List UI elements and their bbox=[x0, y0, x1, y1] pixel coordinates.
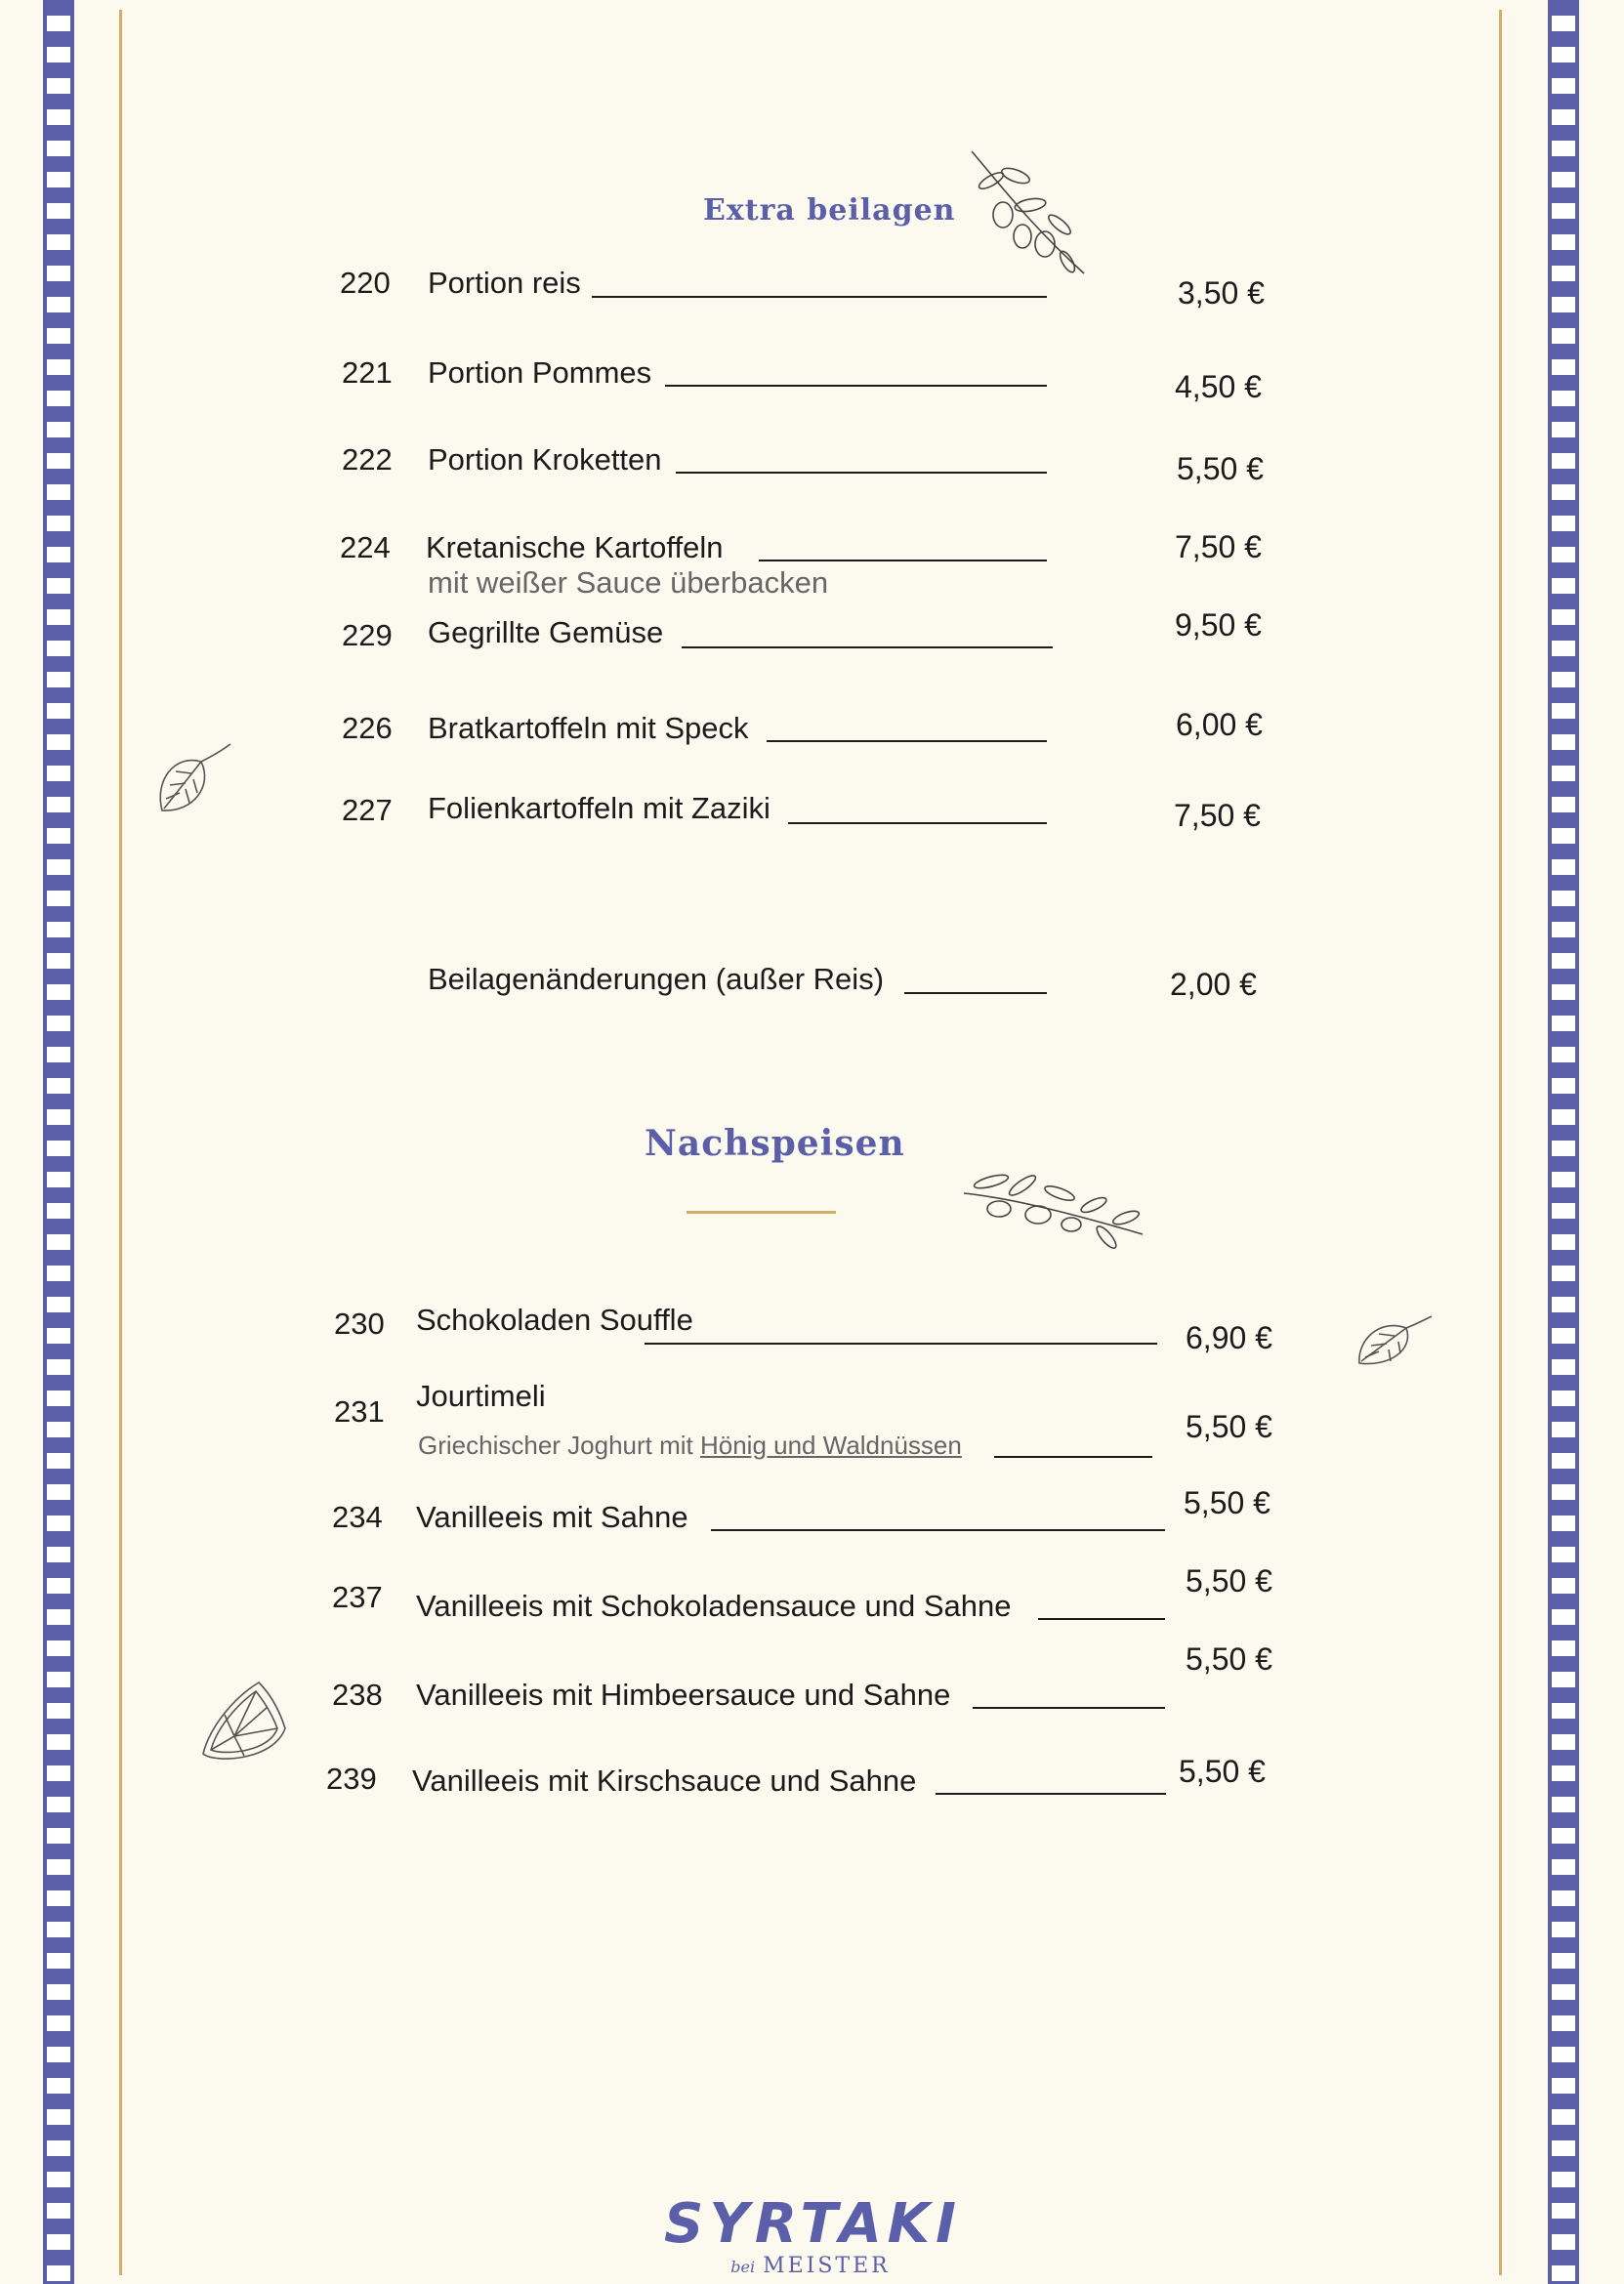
item-description bbox=[418, 1431, 962, 1461]
item-number: 224 bbox=[340, 530, 391, 564]
item-number: 234 bbox=[332, 1500, 383, 1534]
item-name: Folienkartoffeln mit Zaziki bbox=[428, 791, 770, 825]
leader-line bbox=[645, 1343, 1157, 1345]
extra-beilagen-heading: Extra beilagen bbox=[703, 193, 956, 228]
item-price: 5,50 € bbox=[1177, 451, 1264, 486]
leader-line bbox=[592, 296, 1047, 298]
item-price: 4,50 € bbox=[1175, 369, 1262, 404]
item-number: 239 bbox=[326, 1762, 377, 1796]
leader-line bbox=[676, 472, 1047, 474]
item-price: 7,50 € bbox=[1174, 798, 1261, 833]
item-price: 3,50 € bbox=[1178, 275, 1265, 311]
item-name: Vanilleeis mit Sahne bbox=[416, 1500, 688, 1534]
item-number: 221 bbox=[342, 355, 393, 390]
right-checkered-border bbox=[1548, 0, 1579, 2284]
item-name: Portion reis bbox=[428, 266, 581, 300]
nachspeisen-heading: Nachspeisen bbox=[645, 1123, 905, 1164]
item-number: 220 bbox=[340, 266, 391, 300]
left-checkered-border bbox=[43, 0, 74, 2284]
item-number: 226 bbox=[342, 711, 393, 745]
item-price: 5,50 € bbox=[1186, 1641, 1272, 1677]
item-price: 5,50 € bbox=[1186, 1563, 1272, 1599]
item-description: mit weißer Sauce überbacken bbox=[428, 565, 829, 600]
leader-line bbox=[665, 385, 1047, 387]
item-price: 9,50 € bbox=[1175, 607, 1262, 643]
item-price: 5,50 € bbox=[1179, 1754, 1266, 1789]
item-name: Jourtimeli bbox=[416, 1379, 546, 1413]
item-number: 237 bbox=[332, 1580, 383, 1614]
logo-meister: MEISTER bbox=[763, 2254, 891, 2278]
leader-line bbox=[994, 1456, 1152, 1458]
logo-wordmark: SYRTAKI bbox=[664, 2192, 962, 2256]
leader-line bbox=[767, 740, 1047, 742]
right-gold-rule bbox=[1499, 10, 1502, 2275]
leaf-icon bbox=[154, 742, 232, 815]
item-name: Schokoladen Souffle bbox=[416, 1303, 693, 1337]
item-name: Vanilleeis mit Schokoladensauce und Sahne bbox=[416, 1589, 1012, 1623]
item-number: 238 bbox=[332, 1678, 383, 1712]
item-name: Vanilleeis mit Himbeersauce und Sahne bbox=[416, 1678, 951, 1712]
item-description-underlined: Hönig und Waldnüssen bbox=[699, 1431, 962, 1460]
item-price: 6,90 € bbox=[1186, 1320, 1272, 1355]
left-gold-rule bbox=[119, 10, 122, 2275]
lemon-slice-icon bbox=[195, 1678, 293, 1765]
leader-line bbox=[973, 1707, 1165, 1709]
leaf-icon bbox=[1355, 1312, 1434, 1369]
heading-underline bbox=[687, 1211, 836, 1214]
item-price: 6,00 € bbox=[1176, 707, 1263, 742]
leader-line bbox=[936, 1793, 1166, 1795]
surcharge-name: Beilagenänderungen (außer Reis) bbox=[428, 962, 885, 996]
item-number: 227 bbox=[342, 793, 393, 827]
leader-line bbox=[759, 560, 1047, 561]
logo-subtitle bbox=[664, 2254, 957, 2278]
leader-line bbox=[1038, 1618, 1165, 1620]
item-price: 5,50 € bbox=[1184, 1485, 1270, 1520]
item-price: 7,50 € bbox=[1175, 529, 1262, 564]
surcharge-price: 2,00 € bbox=[1170, 967, 1257, 1002]
item-name: Portion Kroketten bbox=[428, 442, 662, 477]
item-name: Gegrillte Gemüse bbox=[428, 615, 664, 649]
leader-line bbox=[682, 646, 1053, 648]
item-number: 231 bbox=[334, 1394, 385, 1429]
item-price: 5,50 € bbox=[1186, 1409, 1272, 1444]
olive-branch-icon bbox=[962, 146, 1094, 278]
leader-line bbox=[711, 1529, 1165, 1531]
restaurant-logo bbox=[664, 2192, 962, 2278]
item-name: Vanilleeis mit Kirschsauce und Sahne bbox=[412, 1764, 917, 1798]
item-number: 229 bbox=[342, 618, 393, 652]
olive-branch-icon bbox=[962, 1164, 1147, 1262]
item-number: 222 bbox=[342, 442, 393, 477]
leader-line bbox=[904, 992, 1047, 994]
item-name: Kretanische Kartoffeln bbox=[426, 530, 724, 564]
item-name: Portion Pommes bbox=[428, 355, 652, 390]
item-name: Bratkartoffeln mit Speck bbox=[428, 711, 749, 745]
logo-bei: bei bbox=[730, 2258, 756, 2276]
item-number: 230 bbox=[334, 1307, 385, 1341]
item-description-text: Griechischer Joghurt mit bbox=[418, 1431, 700, 1460]
leader-line bbox=[788, 822, 1047, 824]
